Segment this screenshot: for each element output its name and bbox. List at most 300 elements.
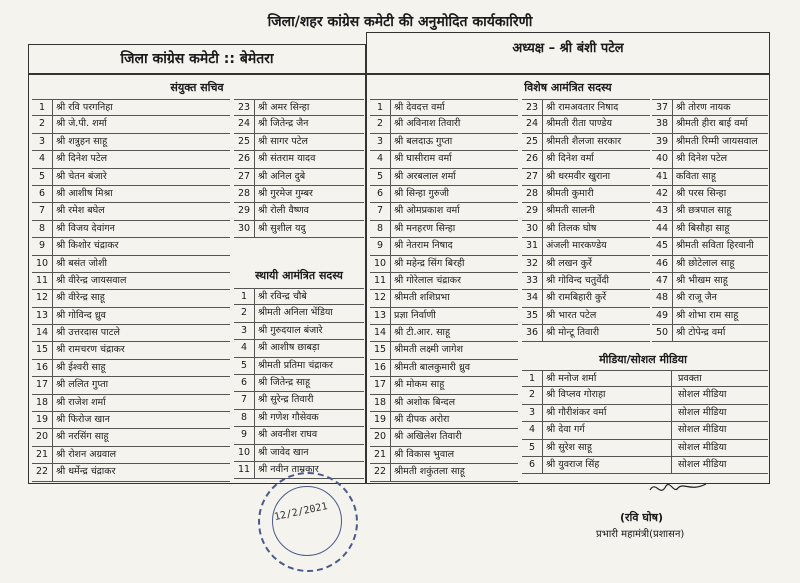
member-name: श्री मोकम साहू bbox=[394, 379, 445, 391]
joint-secretaries-col-a bbox=[32, 99, 230, 482]
member-name: श्री रविन्द्र चौबे bbox=[258, 291, 307, 302]
row-number: 15 bbox=[370, 342, 391, 358]
row-number: 5 bbox=[234, 358, 255, 374]
row-number: 3 bbox=[32, 134, 53, 150]
row-number: 33 bbox=[522, 273, 543, 289]
list-row bbox=[522, 273, 650, 290]
row-number: 11 bbox=[32, 273, 53, 289]
member-name: श्री आशीष छाबड़ा bbox=[258, 342, 320, 354]
row-number: 2 bbox=[522, 387, 543, 403]
member-name: श्री किशोर चंद्राकर bbox=[56, 240, 119, 252]
member-name: श्री देवदत्त वर्मा bbox=[394, 102, 445, 113]
list-row bbox=[32, 256, 230, 273]
list-row bbox=[370, 273, 518, 290]
list-row bbox=[234, 323, 364, 340]
row-number: 3 bbox=[234, 323, 255, 339]
member-name: श्री गुरमेज गुम्बर bbox=[258, 187, 313, 199]
member-name: श्री टी.आर. साहू bbox=[394, 327, 451, 339]
list-row bbox=[370, 395, 518, 412]
member-name: श्री रामचरण चंद्राकर bbox=[56, 344, 125, 356]
row-number: 12 bbox=[370, 290, 391, 306]
row-number: 14 bbox=[32, 325, 53, 341]
member-name: कविता साहू bbox=[676, 170, 716, 182]
list-row bbox=[652, 151, 768, 168]
member-role: सोशल मीडिया bbox=[671, 457, 768, 473]
member-name: श्रीमती शकुंतला साहू bbox=[394, 466, 465, 478]
member-name: श्री अखिलेश तिवारी bbox=[394, 431, 462, 443]
list-row bbox=[32, 203, 230, 220]
joint-secretaries-col-b bbox=[234, 99, 364, 238]
member-name: श्रीमती लक्ष्मी जागेश bbox=[394, 344, 463, 356]
list-row bbox=[234, 410, 364, 427]
row-number: 13 bbox=[370, 308, 391, 324]
member-name: श्री रोली वैष्णव bbox=[258, 205, 309, 217]
member-name: श्री टोपेन्द्र वर्मा bbox=[676, 327, 726, 339]
row-number: 45 bbox=[652, 238, 673, 254]
row-number: 30 bbox=[522, 221, 543, 237]
list-row bbox=[32, 99, 230, 116]
row-number: 18 bbox=[370, 395, 391, 411]
list-row bbox=[32, 464, 230, 481]
member-name: श्री वीरेन्द्र जायसवाल bbox=[56, 274, 127, 286]
list-row bbox=[234, 305, 364, 322]
list-row bbox=[522, 221, 650, 238]
list-row bbox=[370, 203, 518, 220]
list-row bbox=[370, 256, 518, 273]
member-name: श्रीमती हीरा बाई वर्मा bbox=[676, 118, 748, 130]
row-number: 6 bbox=[32, 186, 53, 202]
row-number: 44 bbox=[652, 221, 673, 237]
list-row bbox=[370, 429, 518, 446]
row-number: 24 bbox=[522, 116, 543, 132]
list-row bbox=[32, 412, 230, 429]
member-name: श्री गोविन्द ध्रुव bbox=[56, 309, 106, 321]
member-name: श्री राजेश शर्मा bbox=[56, 396, 106, 408]
row-number: 25 bbox=[522, 134, 543, 150]
member-name: श्रीमती सविता हिरवानी bbox=[676, 240, 754, 252]
list-row bbox=[652, 221, 768, 238]
list-row bbox=[522, 440, 768, 457]
list-row bbox=[522, 186, 650, 203]
member-name: श्री जितेन्द्र जैन bbox=[258, 118, 309, 130]
list-row bbox=[370, 134, 518, 151]
office-stamp bbox=[258, 472, 358, 572]
list-row bbox=[370, 151, 518, 168]
member-name: श्री भारत पटेल bbox=[546, 309, 597, 321]
member-name: श्री धरमवीर खुराना bbox=[546, 170, 611, 182]
list-row bbox=[652, 116, 768, 133]
list-row bbox=[522, 99, 650, 116]
row-number: 4 bbox=[522, 422, 543, 438]
member-name: श्री दिनेश वर्मा bbox=[546, 153, 594, 165]
list-row bbox=[32, 221, 230, 238]
member-name: श्री गोरेलाल चंद्राकर bbox=[394, 274, 461, 286]
row-number: 27 bbox=[234, 169, 255, 185]
member-role: प्रवक्ता bbox=[671, 371, 768, 386]
member-role: सोशल मीडिया bbox=[671, 405, 768, 421]
row-number: 35 bbox=[522, 308, 543, 324]
member-name: श्री मनोज शर्मा bbox=[546, 373, 597, 384]
list-row bbox=[522, 308, 650, 325]
list-row bbox=[32, 273, 230, 290]
page-title: जिला/शहर कांग्रेस कमेटी की अनुमोदित कार्यकारिणी bbox=[267, 14, 533, 30]
row-number: 8 bbox=[32, 221, 53, 237]
list-row bbox=[522, 325, 650, 342]
member-name: श्री छोटेलाल साहू bbox=[676, 257, 735, 269]
member-name: श्री गोविन्द चतुर्वेदी bbox=[546, 274, 609, 286]
list-row bbox=[370, 360, 518, 377]
member-name: श्री रमेश बघेल bbox=[56, 205, 105, 217]
row-number: 7 bbox=[370, 203, 391, 219]
row-number: 28 bbox=[522, 186, 543, 202]
member-name: श्री लखन कुर्रे bbox=[546, 257, 592, 269]
member-name: श्री तोरण नायक bbox=[676, 102, 731, 113]
member-name: श्री जितेन्द्र साहू bbox=[258, 376, 311, 388]
row-number: 1 bbox=[234, 289, 255, 304]
list-row bbox=[32, 134, 230, 151]
row-number: 37 bbox=[652, 100, 673, 115]
member-name: श्री युवराज सिंह bbox=[546, 458, 600, 470]
list-row bbox=[234, 99, 364, 116]
list-row bbox=[32, 395, 230, 412]
member-name: श्री विकास भुवाल bbox=[394, 448, 455, 460]
member-name: श्रीमती रीता पाण्डेय bbox=[546, 118, 612, 130]
member-name: श्री अमर सिन्हा bbox=[258, 102, 310, 113]
member-role: सोशल मीडिया bbox=[671, 422, 768, 438]
row-number: 2 bbox=[234, 305, 255, 321]
list-row bbox=[234, 186, 364, 203]
row-number: 50 bbox=[652, 325, 673, 341]
member-name: श्री छत्रपाल साहू bbox=[676, 205, 732, 217]
list-row bbox=[522, 134, 650, 151]
member-name: श्रीमती रिम्मी जायसवाल bbox=[676, 135, 758, 147]
list-row bbox=[522, 116, 650, 133]
row-number: 23 bbox=[234, 100, 255, 115]
member-name: श्री मनहरण सिन्हा bbox=[394, 222, 456, 234]
row-number: 6 bbox=[370, 186, 391, 202]
list-row bbox=[522, 203, 650, 220]
list-row bbox=[652, 99, 768, 116]
member-name: श्रीमती प्रतिमा चंद्राकर bbox=[258, 359, 333, 371]
member-name: श्री रामबिहारी कुर्रे bbox=[546, 292, 607, 304]
member-name: श्री जावेद खान bbox=[258, 446, 309, 458]
special-invitees-col-a bbox=[370, 99, 518, 482]
list-row bbox=[32, 151, 230, 168]
member-name: श्रीमती कुमारी bbox=[546, 187, 594, 199]
list-row bbox=[522, 169, 650, 186]
row-number: 14 bbox=[370, 325, 391, 341]
list-row bbox=[652, 308, 768, 325]
row-number: 1 bbox=[370, 100, 391, 115]
member-name: श्रीमती बालकुमारी ध्रुव bbox=[394, 361, 471, 373]
member-name: श्री बिसौहा साहू bbox=[676, 222, 730, 234]
row-number: 38 bbox=[652, 116, 673, 132]
row-number: 11 bbox=[370, 273, 391, 289]
member-name: श्री गुरुदयाल बंजारे bbox=[258, 324, 323, 336]
member-name: श्री सागर पटेल bbox=[258, 135, 308, 147]
list-row bbox=[370, 464, 518, 481]
list-row bbox=[522, 457, 768, 474]
list-row bbox=[234, 427, 364, 444]
row-number: 2 bbox=[32, 116, 53, 132]
member-name: श्री नवीन ताम्रकार bbox=[258, 463, 319, 475]
member-name: श्री घासीराम वर्मा bbox=[394, 153, 452, 165]
list-row bbox=[370, 186, 518, 203]
row-number: 46 bbox=[652, 256, 673, 272]
list-row bbox=[234, 151, 364, 168]
list-row bbox=[652, 186, 768, 203]
member-name: श्री जे.पी. शर्मा bbox=[56, 118, 107, 130]
row-number: 26 bbox=[234, 151, 255, 167]
list-row bbox=[234, 445, 364, 462]
list-row bbox=[234, 169, 364, 186]
row-number: 47 bbox=[652, 273, 673, 289]
signature-scribble bbox=[648, 478, 708, 500]
member-name: प्रज्ञा निर्वाणी bbox=[394, 309, 436, 321]
row-number: 42 bbox=[652, 186, 673, 202]
member-name: श्री सुरेश साहू bbox=[546, 441, 592, 453]
row-number: 40 bbox=[652, 151, 673, 167]
row-number: 5 bbox=[370, 169, 391, 185]
member-name: श्रीमती शैलजा सरकार bbox=[546, 135, 622, 147]
row-number: 34 bbox=[522, 290, 543, 306]
list-row bbox=[652, 238, 768, 255]
list-row bbox=[370, 447, 518, 464]
row-number: 9 bbox=[32, 238, 53, 254]
row-number: 31 bbox=[522, 238, 543, 254]
row-number: 21 bbox=[370, 447, 391, 463]
row-number: 17 bbox=[370, 377, 391, 393]
row-number: 2 bbox=[370, 116, 391, 132]
member-name: श्री मोन्टू तिवारी bbox=[546, 327, 600, 339]
joint-secretary-title: संयुक्त सचिव bbox=[170, 81, 224, 94]
member-name: श्रीमती शशिप्रभा bbox=[394, 292, 450, 304]
member-name: श्री तिलक घोष bbox=[546, 222, 597, 234]
row-number: 4 bbox=[234, 340, 255, 356]
list-row bbox=[234, 392, 364, 409]
list-row bbox=[32, 429, 230, 446]
member-name: श्रीमती अनिला भेंडिया bbox=[258, 307, 333, 319]
list-row bbox=[370, 221, 518, 238]
row-number: 1 bbox=[32, 100, 53, 115]
row-number: 6 bbox=[234, 375, 255, 391]
list-row bbox=[32, 116, 230, 133]
row-number: 10 bbox=[234, 445, 255, 461]
row-number: 20 bbox=[370, 429, 391, 445]
row-number: 8 bbox=[370, 221, 391, 237]
list-row bbox=[234, 221, 364, 238]
row-number: 21 bbox=[32, 447, 53, 463]
row-number: 48 bbox=[652, 290, 673, 306]
row-number: 18 bbox=[32, 395, 53, 411]
member-name: श्री बसंत जोशी bbox=[56, 257, 107, 269]
member-name: श्री भीखम साहू bbox=[676, 274, 728, 286]
row-number: 28 bbox=[234, 186, 255, 202]
list-row bbox=[370, 238, 518, 255]
row-number: 4 bbox=[32, 151, 53, 167]
member-name: श्री रवि परगनिहा bbox=[56, 102, 113, 113]
list-row bbox=[32, 360, 230, 377]
row-number: 13 bbox=[32, 308, 53, 324]
row-number: 12 bbox=[32, 290, 53, 306]
row-number: 25 bbox=[234, 134, 255, 150]
member-name: श्री चेतन बंजारे bbox=[56, 170, 107, 182]
list-row bbox=[234, 375, 364, 392]
member-name: श्री अरबलाल शर्मा bbox=[394, 170, 456, 182]
member-name: श्री सुरेन्द्र तिवारी bbox=[258, 394, 314, 406]
list-row bbox=[522, 387, 768, 404]
row-number: 4 bbox=[370, 151, 391, 167]
member-name: श्री आशीष मिश्रा bbox=[56, 187, 113, 199]
member-name: श्री ललित गुप्ता bbox=[56, 379, 109, 391]
list-row bbox=[370, 308, 518, 325]
signatory-title: प्रभारी महामंत्री(प्रशासन) bbox=[596, 529, 685, 540]
row-number: 29 bbox=[234, 203, 255, 219]
member-name: श्री गणेश गौसेवक bbox=[258, 411, 319, 423]
list-row bbox=[370, 99, 518, 116]
row-number: 11 bbox=[234, 462, 255, 478]
row-number: 22 bbox=[32, 464, 53, 480]
member-name: श्री नरसिंग साहू bbox=[56, 431, 109, 443]
president-name: अध्यक्ष – श्री बंशी पटेल bbox=[366, 32, 770, 74]
list-row bbox=[370, 290, 518, 307]
member-role: सोशल मीडिया bbox=[671, 387, 768, 403]
row-number: 5 bbox=[32, 169, 53, 185]
list-row bbox=[522, 238, 650, 255]
committee-name: जिला कांग्रेस कमेटी :: बेमेतरा bbox=[28, 44, 366, 74]
list-row bbox=[652, 256, 768, 273]
member-name: श्री विप्लव गोराहा bbox=[546, 389, 606, 401]
list-row bbox=[234, 116, 364, 133]
list-row bbox=[234, 288, 364, 305]
list-row bbox=[32, 325, 230, 342]
list-row bbox=[234, 358, 364, 375]
media-title: मीडिया/सोशल मीडिया bbox=[599, 353, 687, 366]
list-row bbox=[370, 116, 518, 133]
list-row bbox=[522, 290, 650, 307]
row-number: 8 bbox=[234, 410, 255, 426]
member-name: श्री संतराम यादव bbox=[258, 153, 316, 165]
row-number: 9 bbox=[234, 427, 255, 443]
list-row bbox=[32, 238, 230, 255]
row-number: 3 bbox=[370, 134, 391, 150]
row-number: 24 bbox=[234, 116, 255, 132]
stamp-date: 12/2/2021 bbox=[273, 501, 329, 524]
special-invitees-col-c bbox=[652, 99, 768, 342]
row-number: 20 bbox=[32, 429, 53, 445]
member-name: अंजली मारकण्डेय bbox=[546, 240, 607, 252]
row-number: 16 bbox=[32, 360, 53, 376]
member-name: श्री अनिल दुबे bbox=[258, 170, 306, 182]
row-number: 39 bbox=[652, 134, 673, 150]
row-number: 29 bbox=[522, 203, 543, 219]
row-number: 6 bbox=[522, 457, 543, 473]
list-row bbox=[522, 151, 650, 168]
list-row bbox=[32, 308, 230, 325]
row-number: 41 bbox=[652, 169, 673, 185]
list-row bbox=[522, 256, 650, 273]
member-name: श्रीमती सालनी bbox=[546, 205, 595, 217]
member-name: श्री दिनेश पटेल bbox=[676, 153, 728, 165]
member-name: श्री महेन्द्र सिंग बिरही bbox=[394, 257, 465, 269]
row-number: 7 bbox=[32, 203, 53, 219]
row-number: 5 bbox=[522, 440, 543, 456]
list-row bbox=[370, 325, 518, 342]
member-name: श्री अवनीश राघव bbox=[258, 429, 318, 441]
row-number: 27 bbox=[522, 169, 543, 185]
member-name: श्री सिन्हा गुरुजी bbox=[394, 187, 449, 199]
member-name: श्री परस सिन्हा bbox=[676, 187, 727, 199]
member-name: श्री अशोक बिन्दल bbox=[394, 396, 456, 408]
row-number: 1 bbox=[522, 371, 543, 386]
member-name: श्री शत्रुहन साहू bbox=[56, 135, 108, 147]
member-name: श्री फिरोज खान bbox=[56, 414, 110, 426]
list-row bbox=[234, 134, 364, 151]
member-name: श्री राजू जैन bbox=[676, 292, 717, 304]
list-row bbox=[370, 377, 518, 394]
list-row bbox=[652, 290, 768, 307]
special-invitees-title: विशेष आमंत्रित सदस्य bbox=[524, 81, 612, 94]
member-name: श्री शोभा राम साहू bbox=[676, 309, 739, 321]
row-number: 32 bbox=[522, 256, 543, 272]
member-name: श्री धर्मेन्द्र चंद्राकर bbox=[56, 466, 116, 478]
member-name: श्री सुशील यदु bbox=[258, 222, 306, 234]
member-name: श्री देवा गर्ग bbox=[546, 424, 585, 436]
list-row bbox=[370, 342, 518, 359]
permanent-invitees-title: स्थायी आमंत्रित सदस्य bbox=[255, 269, 343, 282]
media-list bbox=[522, 370, 768, 474]
member-name: श्री रामअवतार निषाद bbox=[546, 102, 619, 113]
row-number: 9 bbox=[370, 238, 391, 254]
list-row bbox=[32, 290, 230, 307]
list-row bbox=[370, 169, 518, 186]
list-row bbox=[652, 273, 768, 290]
list-row bbox=[234, 203, 364, 220]
row-number: 10 bbox=[370, 256, 391, 272]
list-row bbox=[32, 377, 230, 394]
list-row bbox=[652, 134, 768, 151]
row-number: 15 bbox=[32, 342, 53, 358]
member-name: श्री नेतराम निषाद bbox=[394, 240, 453, 252]
row-number: 19 bbox=[370, 412, 391, 428]
list-row bbox=[370, 412, 518, 429]
row-number: 36 bbox=[522, 325, 543, 341]
list-row bbox=[32, 342, 230, 359]
row-number: 19 bbox=[32, 412, 53, 428]
row-number: 22 bbox=[370, 464, 391, 480]
row-number: 7 bbox=[234, 392, 255, 408]
permanent-invitees-list bbox=[234, 288, 364, 479]
member-name: श्री दीपक अरोरा bbox=[394, 414, 450, 426]
list-row bbox=[32, 447, 230, 464]
list-row bbox=[652, 325, 768, 342]
row-number: 26 bbox=[522, 151, 543, 167]
list-row bbox=[32, 169, 230, 186]
list-row bbox=[234, 340, 364, 357]
member-name: श्री ओमप्रकाश वर्मा bbox=[394, 205, 460, 217]
row-number: 16 bbox=[370, 360, 391, 376]
list-row bbox=[522, 422, 768, 439]
member-name: श्री रोशन अग्रवाल bbox=[56, 448, 117, 460]
row-number: 30 bbox=[234, 221, 255, 237]
member-name: श्री दिनेश पटेल bbox=[56, 153, 108, 165]
row-number: 10 bbox=[32, 256, 53, 272]
list-row bbox=[522, 370, 768, 387]
member-name: श्री गौरीशंकर वर्मा bbox=[546, 406, 607, 418]
member-role: सोशल मीडिया bbox=[671, 440, 768, 456]
list-row bbox=[522, 405, 768, 422]
row-number: 43 bbox=[652, 203, 673, 219]
